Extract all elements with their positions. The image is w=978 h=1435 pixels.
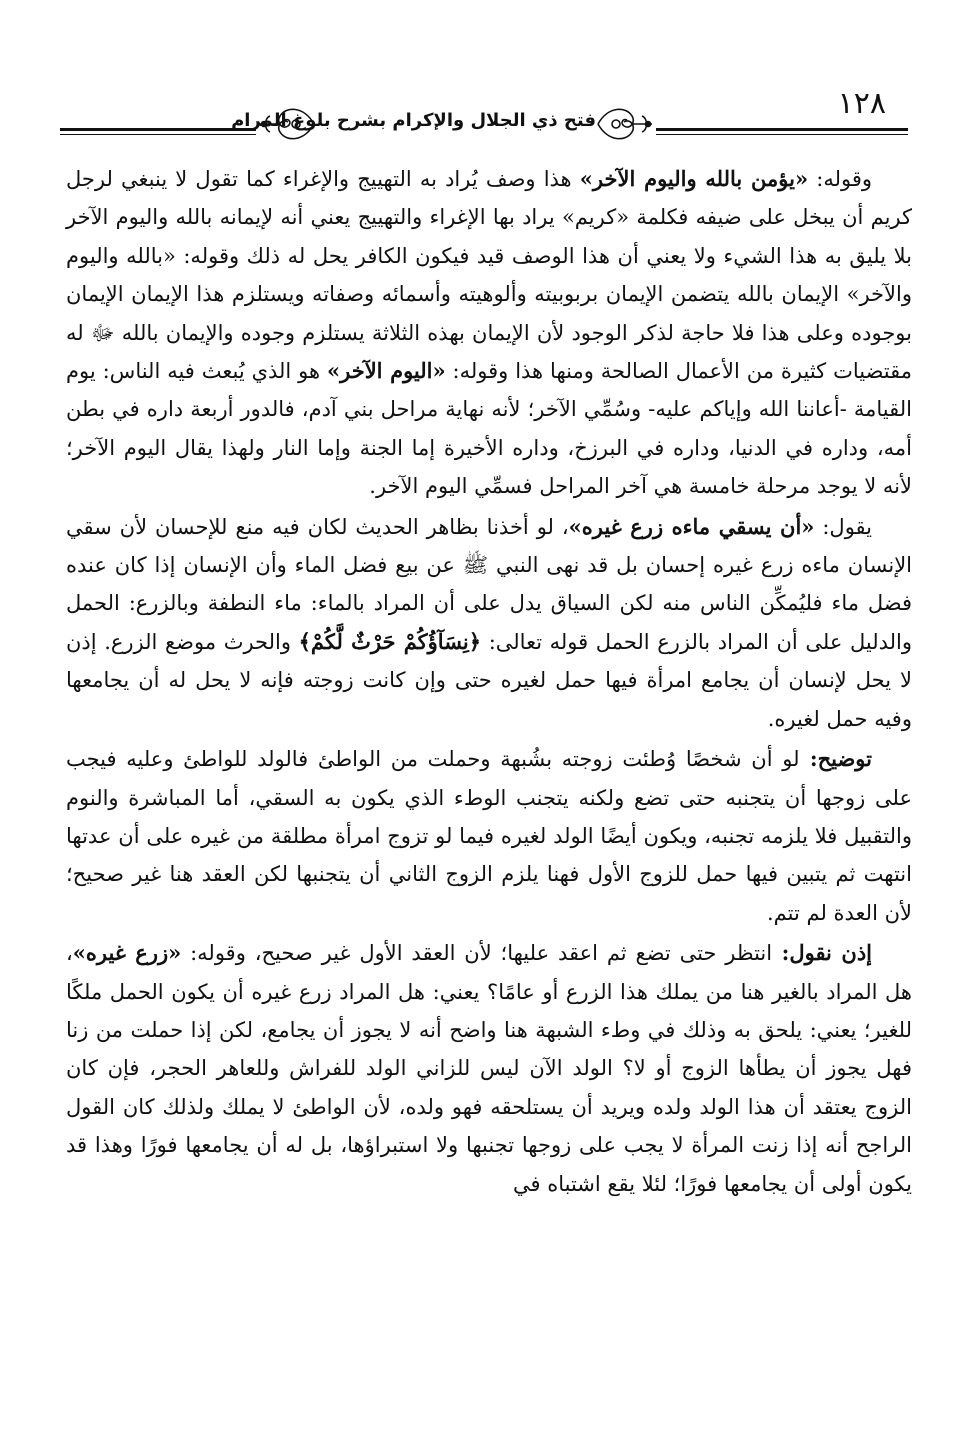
text-run: هذا وصف يُراد به التهييج والإغراء كما تقول لا ينبغي لرجل كريم أن يبخل على ضيفه فكلمة «كريم» يراد بها الإغراء والتهييج يعني أنه لإيمانه بالله واليوم الآخر بلا يليق به هذا الشيء ولا يعني أن هذا الوصف قيد فيكون الكافر يحل له ذلك وقوله: «بالله واليوم والآخر» الإيمان بالله يتضمن الإيمان بربوبيته وألوهيته وأسمائه وصفاته ويستلزم هذا الإيمان الإيمان بوجوده وعلى هذا فلا حاجة لذكر الوجود لأن الإيمان بهذه الثلاثة يستلزم وجوده والإيمان بالله ﷻ له مقتضيات كثيرة من الأعمال الصالحة ومنها هذا وقوله: — [66, 167, 913, 384]
page-body — [66, 160, 912, 1205]
bold-quote: توضيح: — [799, 746, 872, 772]
text-run: انتظر حتى تضع ثم اعقد عليها؛ لأن العقد الأول غير صحيح، وقوله: — [181, 941, 773, 966]
running-title-frame — [231, 100, 656, 148]
text-run: ، هل المراد بالغير هنا من يملك هذا الزرع أو عامًا؟ يعني: هل المراد زرع غيره أن يكون الحمل ملكًا للغير؛ يعني: يلحق به وذلك في وطء الشبهة هنا واضح أنه لا يجوز أن يجامع، لكن إذا حملت من زنا فهل يجوز أن يطأها الزوج أو لا؟ الولد الآن ليس للزاني الولد للفراش وللعاهر الحجر، فإن كان الزوج يعتقد أن هذا الولد ولده ويريد أن يستلحقه فهو ولده، لأن الواطئ لا يملك ولذلك كان القول الراجح أنه إذا زنت المرأة لا يجب على زوجها تجنبها ولا استبراؤها، بل له أن يجامعها فورًا وهذا قد يكون أولى أن يجامعها فورًا؛ لئلا يقع اشتباه في — [66, 941, 912, 1196]
bold-quote: «زرع غيره» — [72, 940, 182, 966]
text-run: يقول: — [814, 514, 873, 539]
page-number: ١٢٨ — [832, 86, 892, 121]
text-run: هو الذي يُبعث فيه الناس: يوم القيامة -أعاننا الله وإياكم عليه- وسُمِّي الآخر؛ لأنه نهاية مراحل بني آدم، فالدور أربعة داره في بطن أمه، وداره في الدنيا، وداره في البرزخ، وداره الأخيرة إما الجنة وإما النار ولهذا يقال اليوم الآخر؛ لأنه لا يوجد مرحلة خامسة هي آخر المراحل فسمِّي اليوم الآخر. — [66, 359, 912, 499]
ornament-right-icon — [596, 100, 656, 148]
bold-quote: «أن يسقي ماءه زرع غيره» — [568, 513, 815, 539]
paragraph — [66, 934, 912, 1203]
text-run: ، لو أخذنا بظاهر الحديث لكان فيه منع للإحسان لأن سقي الإنسان ماءه زرع غيره إحسان بل قد نهى النبي ﷺ عن بيع فضل الماء وأن الإنسان إذا كان عنده فضل ماء فليُمكِّن الناس منه لكن السياق يدل على أن المراد بالماء: ماء النطفة وبالزرع: الحمل والدليل على أن المراد بالزرع الحمل قوله تعالى: — [66, 514, 912, 654]
paragraph — [66, 160, 912, 506]
bold-quote: «يؤمن بالله واليوم الآخر» — [579, 166, 809, 191]
bold-quote: إذن نقول: — [772, 940, 872, 966]
bold-quote: «اليوم الآخر» — [327, 358, 446, 384]
text-run: لو أن شخصًا وُطئت زوجته بشُبهة وحملت من الواطئ فالولد للواطئ وعليه فيجب على زوجها أن يتجنبه حتى تضع ولكنه يتجنب الوطء الذي يكون به السقي، أما المباشرة والنوم والتقبيل فلا يلزمه تجنبه، ويكون أيضًا الولد لغيره فيما لو تزوج امرأة مطلقة من غيره على أن عدتها انتهت ثم يتبين فيها حمل للزوج الأول فهنا يلزم الزوج الثاني أن يتجنبها لكن العقد هنا غير صحيح؛ لأن العدة لم تتم. — [66, 747, 912, 925]
paragraph — [66, 740, 912, 932]
bold-quote: ﴿نِسَآؤُكُمْ حَرْثٌ لَّكُمْ﴾ — [298, 628, 482, 654]
paragraph — [66, 508, 912, 738]
text-run: وقوله: — [808, 167, 872, 191]
running-title: فتح ذي الجلال والإكرام بشرح بلوغ المرام — [231, 110, 596, 131]
page-header — [60, 82, 908, 152]
text-run: والحرث موضع الزرع. إذن لا يحل لإنسان أن يجامع امرأة فيها حمل لغيره حتى وإن كانت زوجته فإنه لا يحل له أن يجامعها وفيه حمل لغيره. — [66, 629, 912, 731]
